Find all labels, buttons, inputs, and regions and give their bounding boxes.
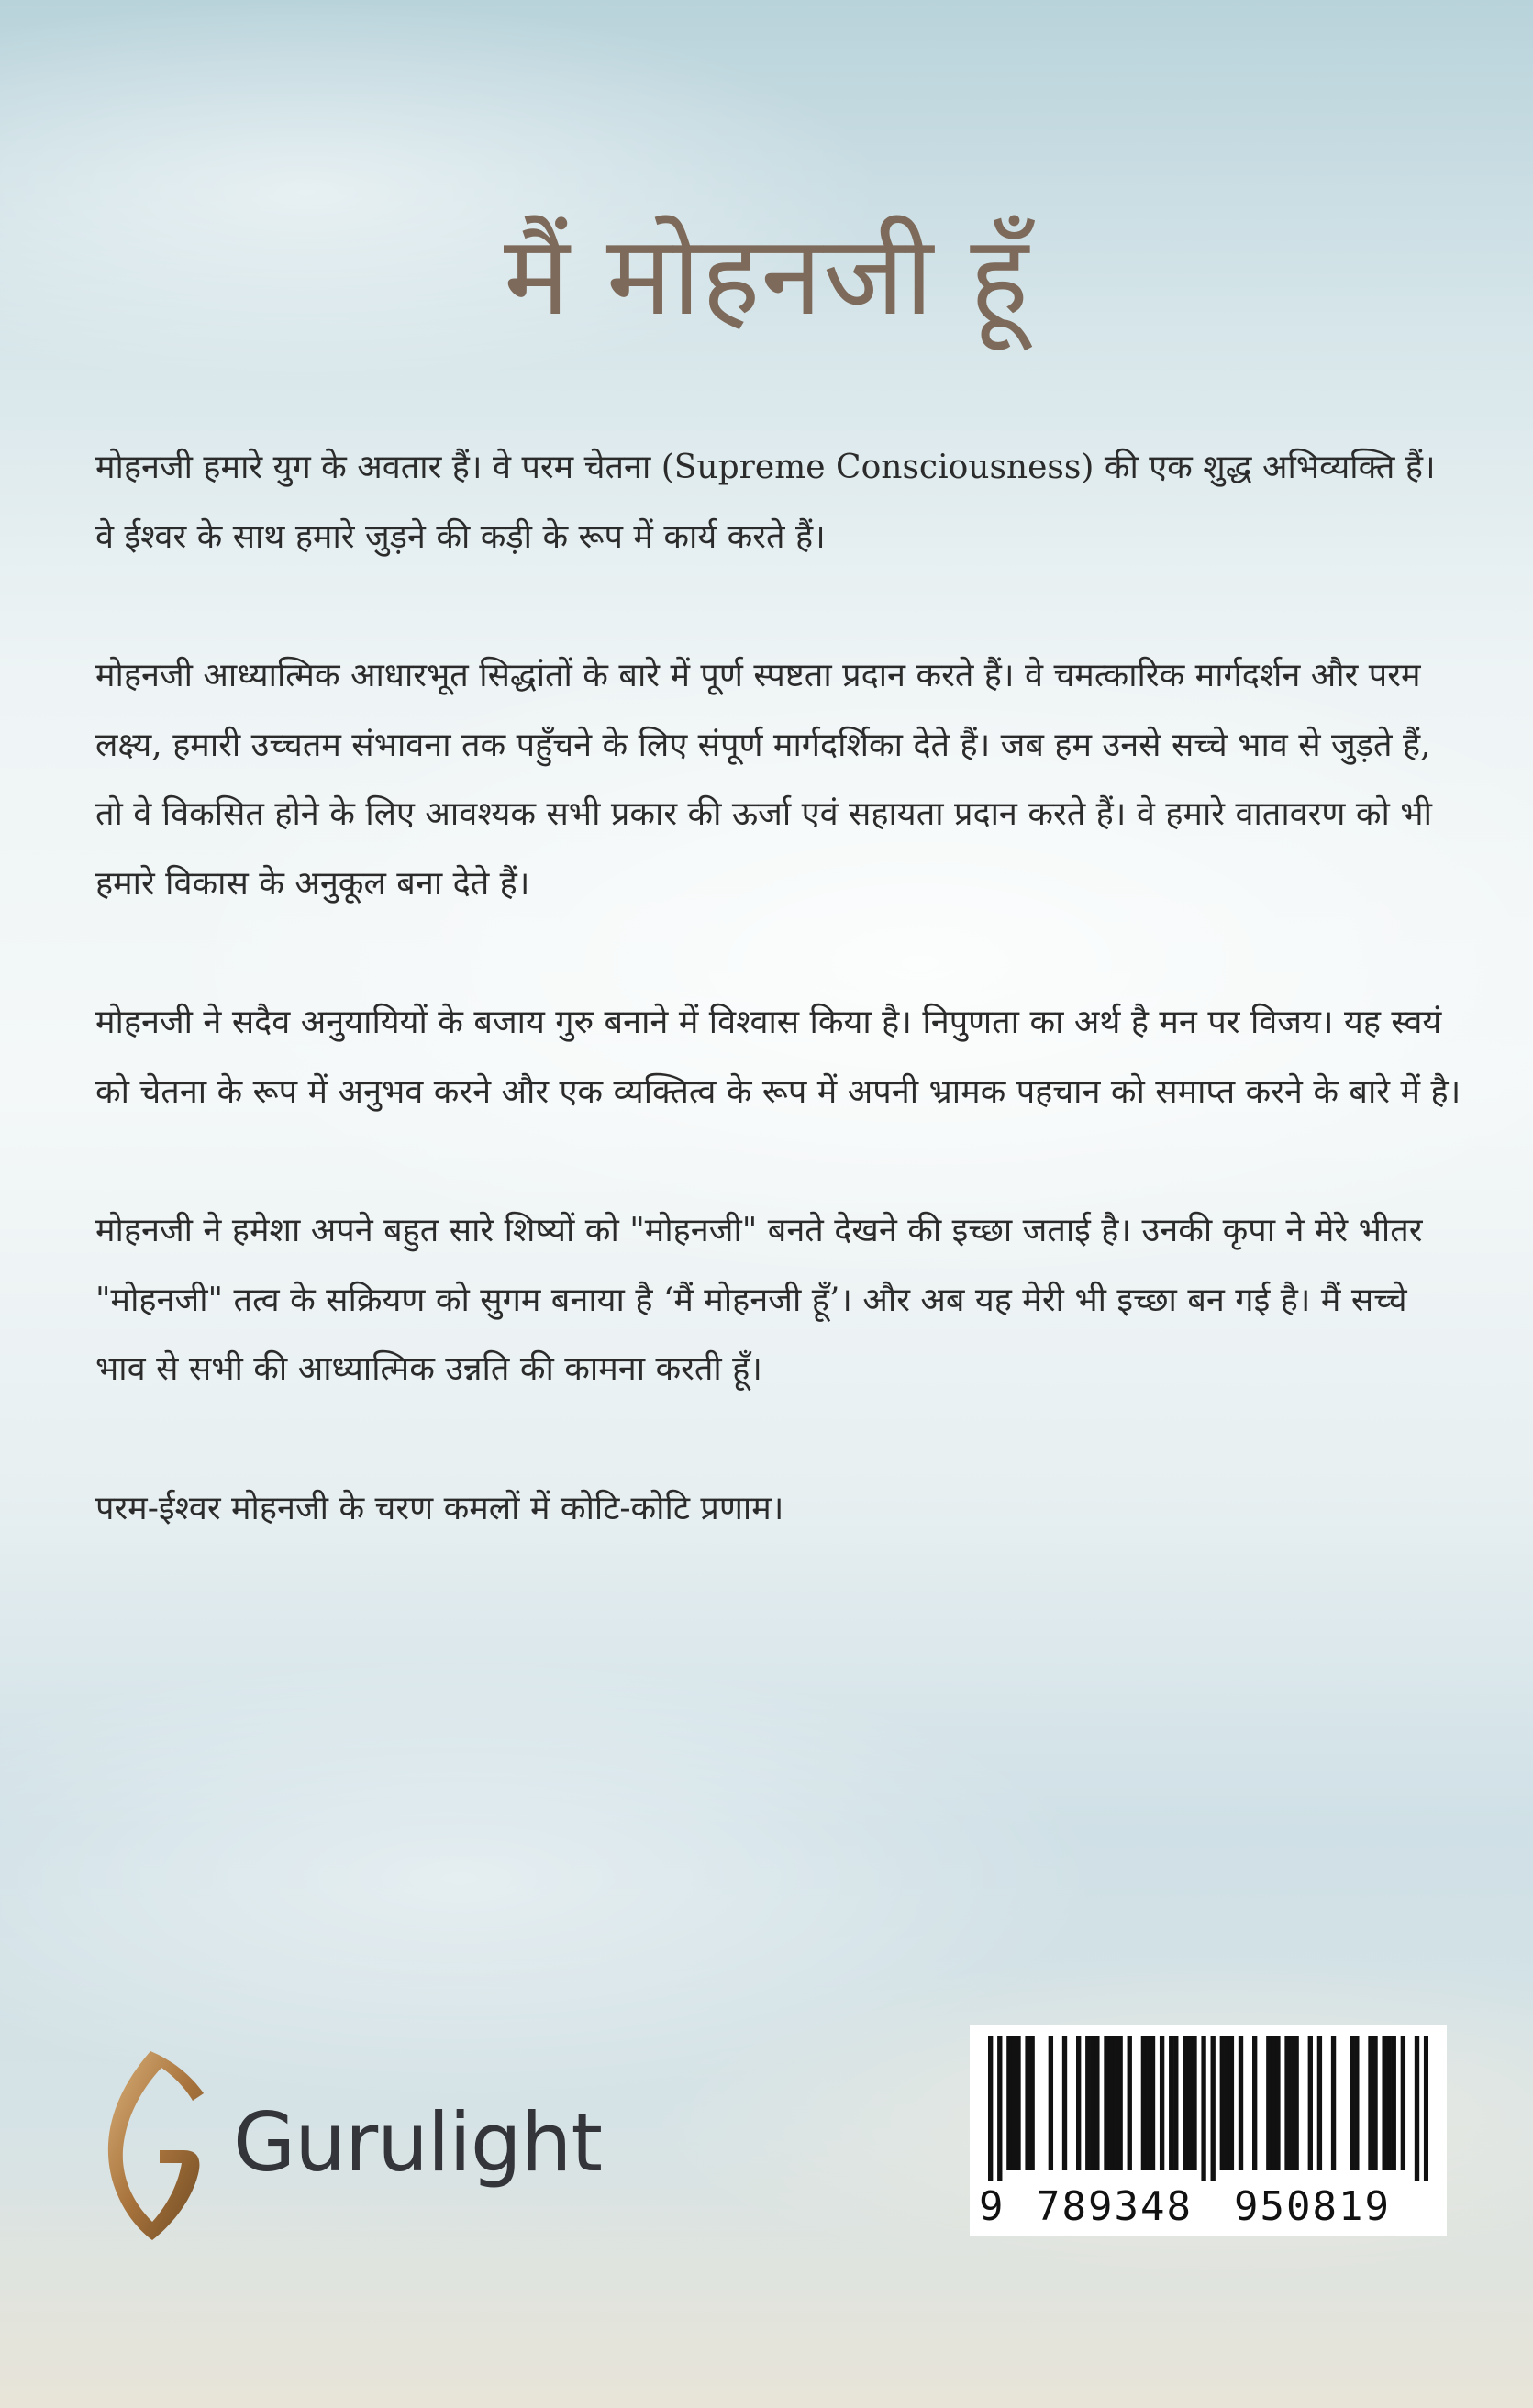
barcode-bar xyxy=(1006,2036,1011,2170)
isbn-digits-left: 789348 xyxy=(1036,2183,1193,2230)
isbn-digits xyxy=(970,2183,1447,2231)
barcode-bar xyxy=(1141,2036,1146,2170)
barcode-bar xyxy=(1220,2036,1225,2170)
barcode-bar xyxy=(1350,2036,1354,2170)
barcode-bar xyxy=(1011,2036,1016,2170)
blurb-paragraph-5: परम-ईश्वर मोहनजी के चरण कमलों में कोटि-कोटि प्रणाम। xyxy=(95,1489,784,1527)
barcode-bar xyxy=(1354,2036,1359,2170)
isbn-barcode xyxy=(970,2025,1447,2236)
barcode-bar xyxy=(1415,2036,1419,2181)
barcode-bar xyxy=(1225,2036,1229,2170)
barcode-bar xyxy=(1424,2036,1428,2181)
barcode-bar xyxy=(1187,2036,1192,2170)
barcode-bar xyxy=(1266,2036,1271,2170)
blurb-paragraph-3: मोहनजी ने सदैव अनुयायियों के बजाय गुरु बनाने में विश्वास किया है। निपुणता का अर्थ है मन पर विजय। यह स्वयं को चेतना के रूप में अनुभव करने और एक व्यक्तित्व के रूप में अपनी भ्रामक पहचान को समाप्त करने के बारे में है। xyxy=(95,1004,1461,1111)
barcode-bar xyxy=(1104,2036,1108,2170)
barcode-bar xyxy=(1062,2036,1067,2170)
barcode-bar xyxy=(1331,2036,1336,2170)
blurb-paragraph-2: मोहनजी आध्यात्मिक आधारभूत सिद्धांतों के बारे में पूर्ण स्पष्टता प्रदान करते हैं। वे चमत्कारिक मार्गदर्शन और परम लक्ष्य, हमारी उच्चतम संभावना तक पहुँचने के लिए संपूर्ण मार्गदर्शिका देते हैं। जब हम उनसे सच्चे भाव से जुड़ते हैं, तो वे विकसित होने के लिए आवश्यक सभी प्रकार की ऊर्जा एवं सहायता प्रदान करते हैं। वे हमारे वातावरण को भी हमारे विकास के अनुकूल बना देते हैं। xyxy=(95,657,1432,903)
barcode-bar xyxy=(1085,2036,1090,2170)
barcode-bar xyxy=(1173,2036,1178,2170)
blurb-paragraph-1: मोहनजी हमारे युग के अवतार हैं। वे परम चेतना (Supreme Consciousness) की एक शुद्ध अभिव्यक्ति हैं। वे ईश्वर के साथ हमारे जुड़ने की कड़ी के रूप में कार्य करते हैं। xyxy=(95,449,1436,556)
barcode-bar xyxy=(1108,2036,1113,2170)
barcode-bar xyxy=(1382,2036,1386,2170)
barcode-bar xyxy=(1252,2036,1257,2170)
barcode-bar xyxy=(1392,2036,1396,2170)
barcode-bar xyxy=(1368,2036,1372,2170)
book-title: मैं मोहनजी हूँ xyxy=(503,213,1030,340)
barcode-bar xyxy=(1387,2036,1392,2170)
barcode-bar xyxy=(1372,2036,1377,2170)
barcode-bar xyxy=(1113,2036,1117,2170)
barcode-bar xyxy=(1146,2036,1150,2170)
barcode-bar xyxy=(1160,2036,1164,2170)
barcode-bar xyxy=(1183,2036,1187,2170)
barcode-bar xyxy=(1284,2036,1289,2170)
barcode-bar xyxy=(1317,2036,1322,2170)
publisher-logo xyxy=(95,2047,602,2244)
barcode-bar xyxy=(1076,2036,1081,2170)
barcode-bar xyxy=(1294,2036,1298,2170)
barcode-bars xyxy=(988,2036,1428,2181)
barcode-bar xyxy=(1401,2036,1405,2170)
barcode-bar xyxy=(1211,2036,1216,2181)
barcode-bar xyxy=(1239,2036,1243,2170)
gurulight-logo-icon xyxy=(95,2047,215,2244)
barcode-bar xyxy=(1016,2036,1020,2170)
barcode-bar xyxy=(1229,2036,1234,2170)
barcode-bar xyxy=(1201,2036,1205,2181)
barcode-bar xyxy=(997,2036,1002,2181)
barcode-bar xyxy=(1289,2036,1294,2170)
isbn-digits-right: 950819 xyxy=(1234,2183,1391,2230)
barcode-bar xyxy=(1025,2036,1029,2170)
barcode-bar xyxy=(988,2036,993,2181)
barcode-bar xyxy=(1308,2036,1313,2170)
barcode-bar xyxy=(1117,2036,1122,2170)
back-cover-blurb xyxy=(95,433,1462,1613)
publisher-name: Gurulight xyxy=(233,2095,602,2190)
isbn-digit-first: 9 xyxy=(979,2183,1004,2230)
barcode-bar xyxy=(1094,2036,1099,2170)
barcode-bar xyxy=(1275,2036,1280,2170)
barcode-bar xyxy=(1029,2036,1034,2170)
barcode-bar xyxy=(1128,2036,1132,2170)
barcode-bar xyxy=(1090,2036,1094,2170)
barcode-bar xyxy=(1271,2036,1275,2170)
barcode-bar xyxy=(1049,2036,1053,2170)
blurb-paragraph-4: मोहनजी ने हमेशा अपने बहुत सारे शिष्यों को "मोहनजी" बनते देखने की इच्छा जताई है। उनकी कृपा ने मेरे भीतर "मोहनजी" तत्व के सक्रियण को सुगम बनाया है ‘मैं मोहनजी हूँ’। और अब यह मेरी भी इच्छा बन गई है। मैं सच्चे भाव से सभी की आध्यात्मिक उन्नति की कामना करती हूँ। xyxy=(95,1212,1423,1388)
barcode-bar xyxy=(1150,2036,1155,2170)
barcode-bar xyxy=(1192,2036,1196,2170)
barcode-bar xyxy=(1169,2036,1173,2170)
